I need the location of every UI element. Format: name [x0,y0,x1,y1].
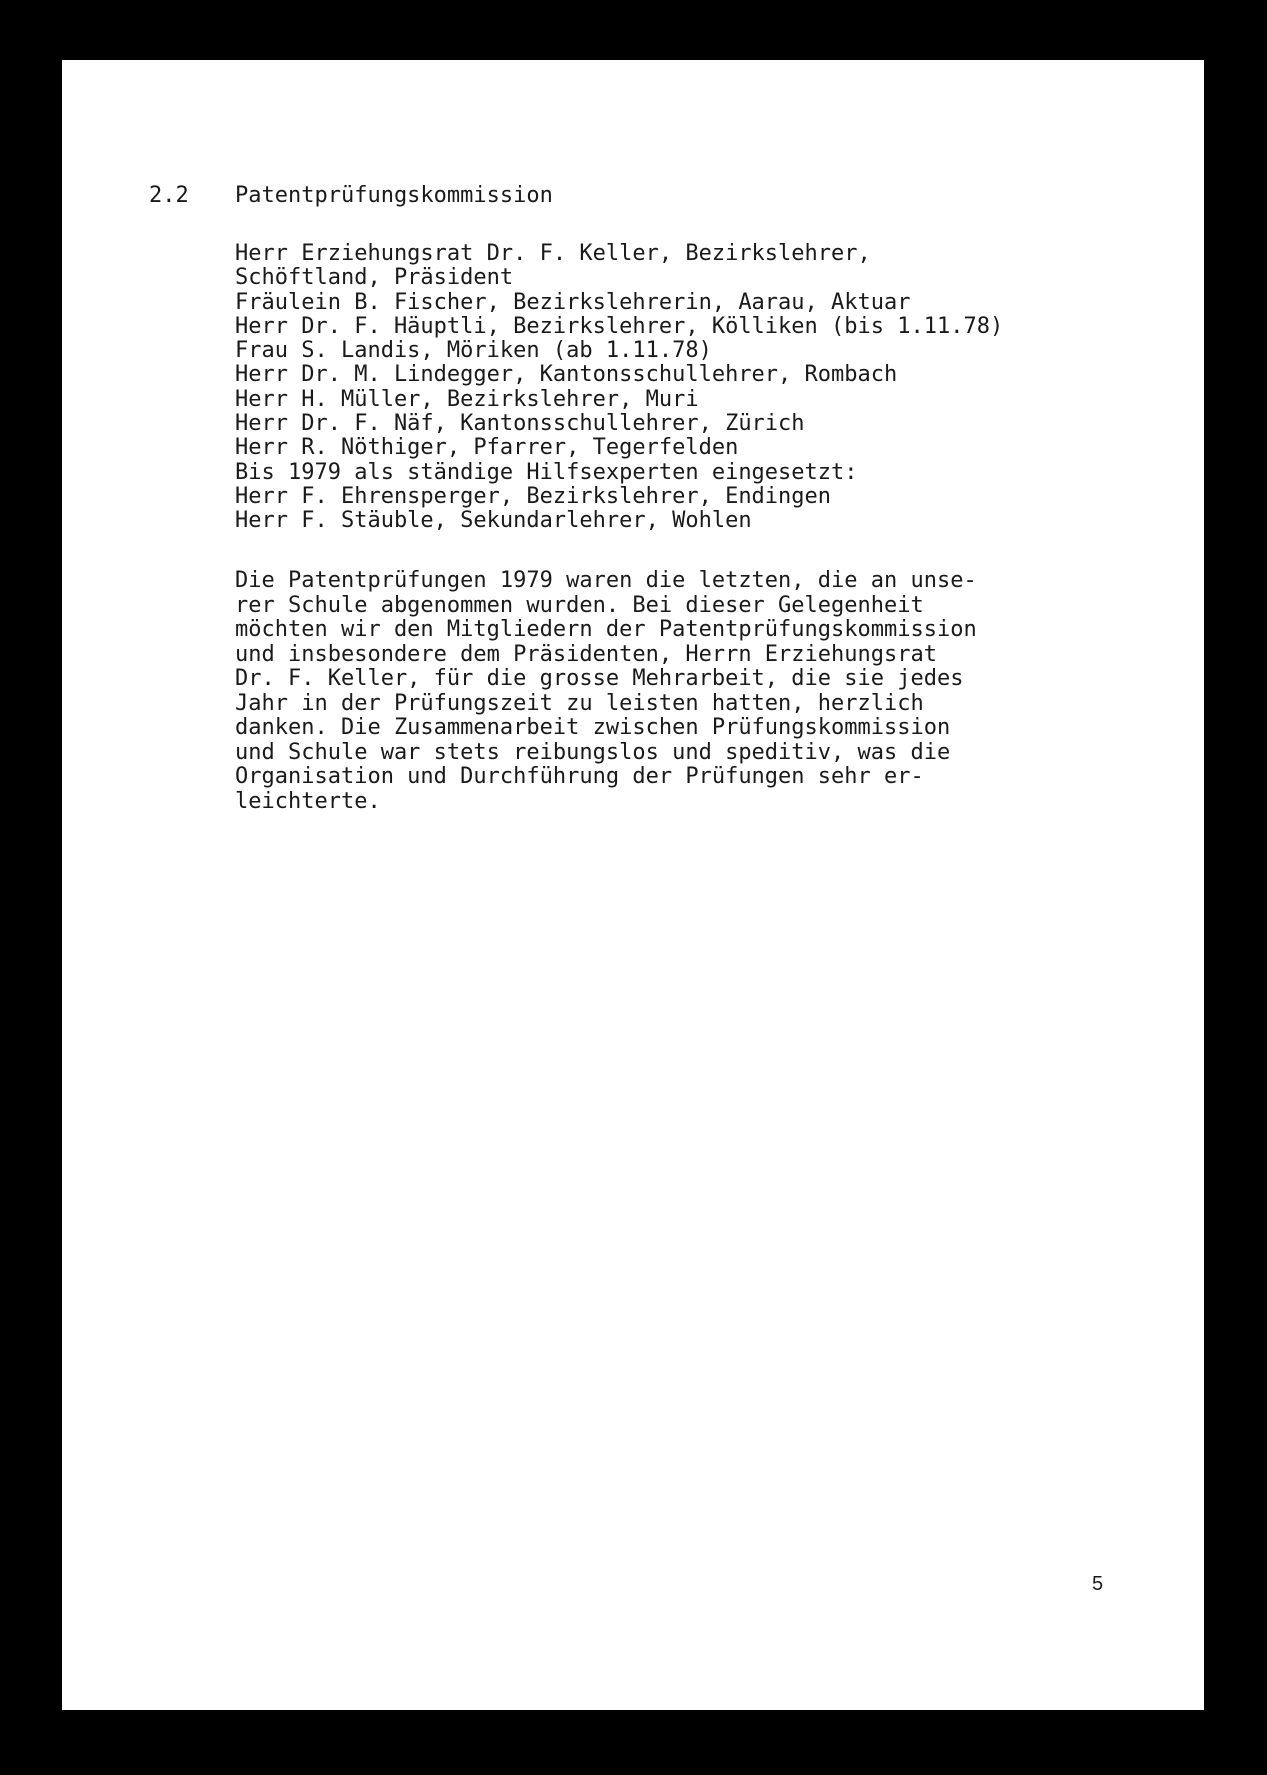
member-line: Herr Dr. M. Lindegger, Kantonsschullehrer, Rombach [235,362,898,388]
paragraph-line: und Schule war stets reibungslos und speditiv, was die [235,739,951,765]
page-number: 5 [1092,1573,1104,1595]
paragraph-line: rer Schule abgenommen wurden. Bei dieser Gelegenheit [235,592,924,618]
section-title: Patentprüfungskommission [235,183,553,208]
paragraph-line: und insbesondere dem Präsidenten, Herrn Erziehungsrat [235,641,937,667]
paragraph-line: möchten wir den Mitgliedern der Patentprüfungskommission [235,617,977,642]
member-line: Herr R. Nöthiger, Pfarrer, Tegerfelden [235,435,739,461]
paragraph-line: Dr. F. Keller, für die grosse Mehrarbeit, die sie jedes [235,666,964,691]
member-line: Herr F. Ehrensperger, Bezirkslehrer, Endingen [235,483,832,509]
member-line: Herr Dr. F. Häuptli, Bezirkslehrer, Kölliken (bis 1.11.78) [235,313,1004,339]
member-line: Herr H. Müller, Bezirkslehrer, Muri [235,386,699,412]
member-line: Herr F. Stäuble, Sekundarlehrer, Wohlen [235,508,752,534]
paragraph-line: Jahr in der Prüfungszeit zu leisten hatten, herzlich [235,690,924,716]
commission-member-list [235,242,1003,534]
member-line: Fräulein B. Fischer, Bezirkslehrerin, Aarau, Aktuar [235,289,911,315]
member-line: Schöftland, Präsident [235,265,514,291]
section-number: 2.2 [149,183,189,208]
body-paragraph [235,569,977,814]
paragraph-line: Die Patentprüfungen 1979 waren die letzten, die an unse- [235,568,977,593]
member-line: Bis 1979 als ständige Hilfsexperten eingesetzt: [235,459,858,485]
paragraph-line: Organisation und Durchführung der Prüfungen sehr er- [235,764,924,789]
document-page [62,60,1204,1710]
member-line: Frau S. Landis, Möriken (ab 1.11.78) [235,338,712,364]
paragraph-line: leichterte. [235,788,381,814]
member-line: Herr Dr. F. Näf, Kantonsschullehrer, Zürich [235,411,805,437]
paragraph-line: danken. Die Zusammenarbeit zwischen Prüfungskommission [235,715,951,740]
member-line: Herr Erziehungsrat Dr. F. Keller, Bezirkslehrer, [235,241,871,266]
